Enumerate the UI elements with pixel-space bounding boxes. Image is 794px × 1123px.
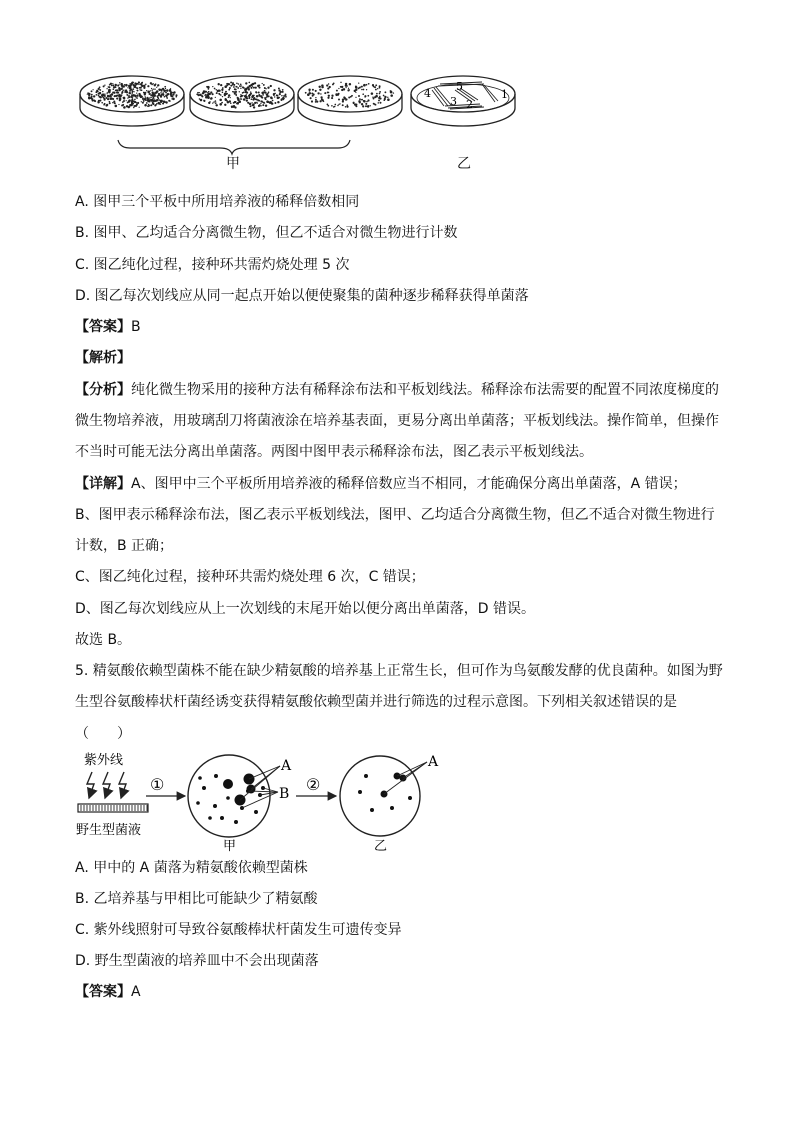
- uv-bolts: [87, 772, 126, 798]
- label-jia: 甲: [223, 839, 237, 854]
- spread-plate-3: [298, 76, 402, 126]
- wildtype-label: 野生型菌液: [76, 823, 142, 838]
- q4-answer: [75, 317, 141, 337]
- step-1: ①: [150, 775, 165, 794]
- figure1-label-yi: 乙: [457, 156, 471, 172]
- brace: [118, 140, 350, 154]
- wildtype-culture: [78, 804, 148, 812]
- uv-label: 紫外线: [84, 753, 124, 768]
- spread-plate-2: [190, 76, 294, 126]
- q4-option-a: A. 图甲三个平板中所用培养液的稀释倍数相同: [75, 194, 360, 210]
- figure-mutagenesis: [70, 748, 470, 856]
- q4-xiangjie-line-2: B、图甲表示稀释涂布法，图乙表示平板划线法，图甲、乙均适合分离微生物，但乙不适合对微生物进行: [75, 507, 715, 523]
- q5-answer-label: 【答案】: [75, 984, 131, 1000]
- figure1-label-jia: 甲: [226, 156, 240, 172]
- xiangjie-label: 【详解】: [75, 476, 131, 492]
- q4-fenxi-line-2: 微生物培养液，用玻璃刮刀将菌液涂在培养基表面，更易分离出单菌落；平板划线法。操作简单，但操作: [75, 413, 719, 429]
- fenxi-text-1: 纯化微生物采用的接种方法有稀释涂布法和平板划线法。稀释涂布法需要的配置不同浓度梯度的: [131, 382, 719, 398]
- label-yi: 乙: [374, 839, 388, 854]
- q5-answer: [75, 982, 141, 1002]
- q4-option-c: C. 图乙纯化过程，接种环共需灼烧处理 5 次: [75, 257, 350, 273]
- q4-xiangjie-line-5: D、图乙每次划线应从上一次划线的末尾开始以便分离出单菌落，D 错误。: [75, 601, 536, 617]
- q4-conclusion: 故选 B。: [75, 632, 132, 648]
- q4-xiangjie-line-1: [75, 474, 687, 494]
- answer-label: 【答案】: [75, 319, 131, 335]
- q4-fenxi-line-1: [75, 380, 719, 400]
- plate-jia: [188, 755, 270, 837]
- q4-option-d: D. 图乙每次划线应从同一起点开始以便使聚集的菌种逐步稀释获得单菌落: [75, 288, 529, 304]
- xiangjie-text-1: A、图甲中三个平板所用培养液的稀释倍数应当不相同，才能确保分离出单菌落，A 错误；: [131, 476, 687, 492]
- label-b-jia: B: [279, 786, 290, 802]
- spread-plate-1: [80, 76, 184, 126]
- label-a-yi: A: [428, 754, 439, 770]
- fenxi-label: 【分析】: [75, 382, 131, 398]
- streak-plate: [411, 76, 515, 126]
- q4-option-b: B. 图甲、乙均适合分离微生物，但乙不适合对微生物进行计数: [75, 225, 458, 241]
- q4-analysis-title: 【解析】: [75, 350, 131, 366]
- plate-yi: [340, 756, 420, 836]
- streak-number-1: 1: [501, 88, 508, 101]
- streak-number-4: 4: [424, 87, 431, 100]
- q5-stem-line-1: 5. 精氨酸依赖型菌株不能在缺少精氨酸的培养基上正常生长，但可作为鸟氨酸发酵的优良菌种。如图为野: [75, 663, 723, 679]
- q4-xiangjie-line-3: 计数，B 正确；: [75, 538, 174, 554]
- label-a-jia: A: [281, 758, 292, 774]
- streak-number-5: 5: [456, 80, 463, 93]
- q5-stem-line-3: （ ）: [75, 726, 131, 742]
- q4-xiangjie-line-4: C、图乙纯化过程，接种环共需灼烧处理 6 次，C 错误；: [75, 569, 425, 585]
- q5-stem-line-2: 生型谷氨酸棒状杆菌经诱变获得精氨酸依赖型菌并进行筛选的过程示意图。下列相关叙述错误的是: [75, 694, 677, 710]
- q5-option-a: A. 甲中的 A 菌落为精氨酸依赖型菌株: [75, 860, 308, 876]
- q5-option-d: D. 野生型菌液的培养皿中不会出现菌落: [75, 953, 319, 969]
- q5-answer-value: A: [131, 984, 141, 1000]
- streak-number-2: 2: [466, 98, 473, 111]
- spread-plates-group: [80, 76, 402, 126]
- q5-option-b: B. 乙培养基与甲相比可能缺少了精氨酸: [75, 891, 318, 907]
- streak-number-3: 3: [450, 95, 457, 108]
- q5-option-c: C. 紫外线照射可导致谷氨酸棒状杆菌发生可遗传变异: [75, 922, 402, 938]
- answer-value: B: [131, 319, 141, 335]
- step-2: ②: [306, 775, 321, 794]
- q4-fenxi-line-3: 不当时可能无法分离出单菌落。两图中图甲表示稀释涂布法，图乙表示平板划线法。: [75, 444, 593, 460]
